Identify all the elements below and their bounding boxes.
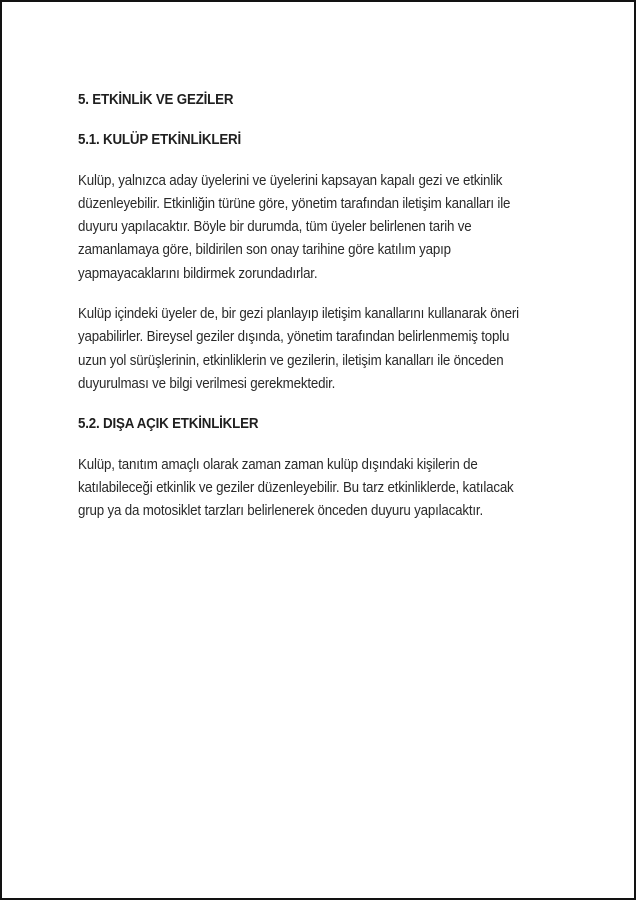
- paragraph-line: yapmayacaklarını bildirmek zorundadırlar.: [78, 265, 318, 282]
- paragraph-line: duyurulması ve bilgi verilmesi gerekmektedir.: [78, 375, 336, 392]
- document-content: [78, 89, 574, 540]
- section-5-heading: 5. ETKİNLİK VE GEZİLER: [78, 92, 234, 108]
- paragraph-public-events: [78, 454, 574, 524]
- paragraph-club-events-1: [78, 170, 574, 286]
- paragraph-line: katılabileceği etkinlik ve geziler düzenleyebilir. Bu tarz etkinliklerde, katılacak: [78, 479, 514, 496]
- paragraph-club-events-2: [78, 303, 574, 396]
- paragraph-line: uzun yol sürüşlerinin, etkinliklerin ve gezilerin, iletişim kanalları ile önceden: [78, 352, 504, 369]
- paragraph-line: zamanlamaya göre, bildirilen son onay tarihine göre katılım yapıp: [78, 242, 451, 259]
- paragraph-line: duyuru yapılacaktır. Böyle bir durumda, tüm üyeler belirlenen tarih ve: [78, 219, 472, 236]
- paragraph-line: Kulüp içindeki üyeler de, bir gezi planlayıp iletişim kanallarını kullanarak öneri: [78, 306, 519, 323]
- section-5-1-heading: 5.1. KULÜP ETKİNLİKLERİ: [78, 132, 242, 149]
- paragraph-line: Kulüp, yalnızca aday üyelerini ve üyelerini kapsayan kapalı gezi ve etkinlik: [78, 172, 503, 189]
- paragraph-line: düzenleyebilir. Etkinliğin türüne göre, yönetim tarafından iletişim kanalları ile: [78, 195, 511, 212]
- paragraph-line: Kulüp, tanıtım amaçlı olarak zaman zaman kulüp dışındaki kişilerin de: [78, 456, 478, 473]
- paragraph-line: grup ya da motosiklet tarzları belirlenerek önceden duyuru yapılacaktır.: [78, 503, 483, 520]
- section-5-2-heading: 5.2. DIŞA AÇIK ETKİNLİKLER: [78, 416, 259, 433]
- paragraph-line: yapabilirler. Bireysel geziler dışında, yönetim tarafından belirlenmemiş toplu: [78, 329, 510, 346]
